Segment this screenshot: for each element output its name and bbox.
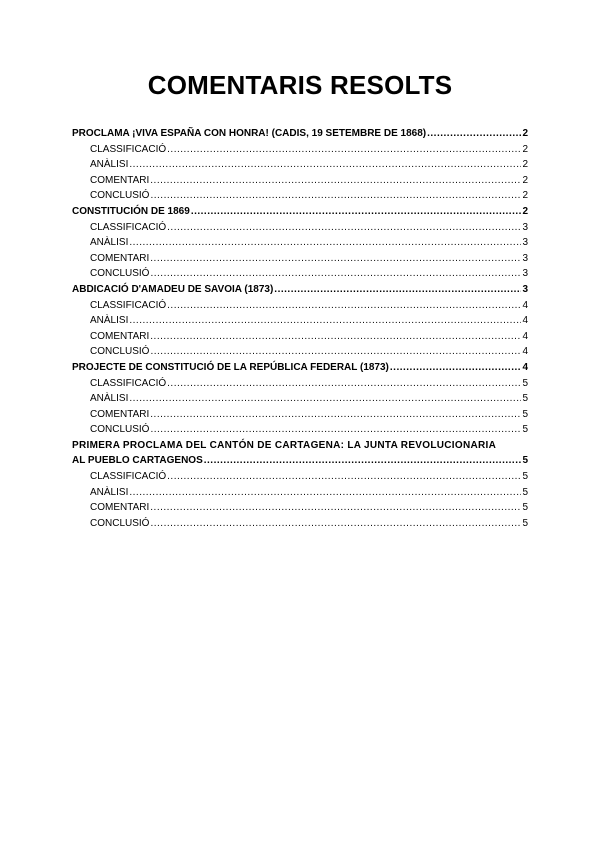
toc-section-label: ABDICACIÓ D'AMADEU DE SAVOIA (1873) xyxy=(72,283,274,295)
toc-subsection[interactable] xyxy=(72,422,528,438)
toc-page-number: 5 xyxy=(522,377,528,389)
toc-leader xyxy=(129,485,521,501)
toc-subsection[interactable] xyxy=(72,516,528,532)
toc-page-number: 3 xyxy=(522,268,528,280)
toc-leader xyxy=(167,142,521,158)
toc-subsection[interactable] xyxy=(72,344,528,360)
toc-subsection[interactable] xyxy=(72,298,528,314)
toc-leader xyxy=(167,376,521,392)
toc-subsection-label: COMENTARI xyxy=(90,502,150,514)
toc-section-2[interactable] xyxy=(72,204,528,220)
toc-leader xyxy=(150,344,521,360)
toc-leader xyxy=(129,391,521,407)
toc-subsection-label: CONCLUSIÓ xyxy=(90,517,150,529)
toc-subsection[interactable] xyxy=(72,266,528,282)
toc-page-number: 4 xyxy=(522,315,528,327)
toc-subsection[interactable] xyxy=(72,173,528,189)
toc-leader xyxy=(167,220,521,236)
toc-subsection[interactable] xyxy=(72,407,528,423)
toc-page-number: 2 xyxy=(522,174,528,186)
table-of-contents xyxy=(72,126,528,531)
toc-page-number: 4 xyxy=(522,330,528,342)
toc-subsection-label: CONCLUSIÓ xyxy=(90,190,150,202)
toc-subsection-label: CLASSIFICACIÓ xyxy=(90,221,167,233)
toc-section-5[interactable] xyxy=(72,438,528,469)
toc-subsection-label: COMENTARI xyxy=(90,330,150,342)
toc-subsection[interactable] xyxy=(72,142,528,158)
toc-section-label-line2-row xyxy=(72,453,528,469)
toc-subsection[interactable] xyxy=(72,157,528,173)
toc-page-number: 2 xyxy=(522,159,528,171)
toc-subsection[interactable] xyxy=(72,329,528,345)
toc-subsection-label: CONCLUSIÓ xyxy=(90,424,150,436)
toc-section-label: PROCLAMA ¡VIVA ESPAÑA CON HONRA! (CADIS, 19 SETEMBRE DE 1868) xyxy=(72,128,427,139)
toc-page-number: 5 xyxy=(522,408,528,420)
toc-leader xyxy=(150,422,521,438)
toc-page-number: 3 xyxy=(522,221,528,233)
toc-page-number: 4 xyxy=(522,361,528,373)
toc-leader xyxy=(274,282,521,298)
toc-page-number: 5 xyxy=(522,486,528,498)
toc-page-number: 3 xyxy=(522,283,528,295)
toc-leader xyxy=(150,329,521,345)
toc-subsection-label: ANÀLISI xyxy=(90,393,129,405)
toc-section-1[interactable] xyxy=(72,126,528,142)
toc-subsection-label: ANÀLISI xyxy=(90,315,129,327)
toc-subsection-label: ANÀLISI xyxy=(90,486,129,498)
page-title: COMENTARIS RESOLTS xyxy=(147,70,453,100)
toc-subsection[interactable] xyxy=(72,220,528,236)
toc-page-number: 2 xyxy=(522,205,528,217)
toc-leader xyxy=(150,251,521,267)
toc-leader xyxy=(129,235,521,251)
toc-leader xyxy=(167,298,521,314)
toc-leader xyxy=(167,469,521,485)
toc-page-number: 4 xyxy=(522,346,528,358)
toc-subsection-label: COMENTARI xyxy=(90,174,150,186)
toc-subsection[interactable] xyxy=(72,235,528,251)
toc-page-number: 5 xyxy=(522,471,528,483)
toc-page-number: 5 xyxy=(522,502,528,514)
toc-subsection-label: CLASSIFICACIÓ xyxy=(90,143,167,155)
toc-subsection-label: COMENTARI xyxy=(90,408,150,420)
toc-page-number: 2 xyxy=(522,190,528,202)
toc-leader xyxy=(150,173,521,189)
toc-subsection[interactable] xyxy=(72,313,528,329)
toc-subsection[interactable] xyxy=(72,485,528,501)
toc-leader xyxy=(191,204,522,220)
toc-page-number: 5 xyxy=(522,424,528,436)
toc-subsection-label: CONCLUSIÓ xyxy=(90,268,150,280)
toc-section-3[interactable] xyxy=(72,282,528,298)
toc-leader xyxy=(150,266,521,282)
toc-subsection-label: CLASSIFICACIÓ xyxy=(90,377,167,389)
toc-subsection[interactable] xyxy=(72,251,528,267)
toc-leader xyxy=(204,453,522,469)
toc-page-number: 2 xyxy=(522,128,528,139)
toc-page-number: 3 xyxy=(522,237,528,249)
toc-subsection[interactable] xyxy=(72,188,528,204)
toc-leader xyxy=(150,188,521,204)
toc-section-label-line1: PRIMERA PROCLAMA DEL CANTÓN DE CARTAGENA: LA JUNTA REVOLUCIONARIA xyxy=(72,439,497,451)
toc-subsection[interactable] xyxy=(72,500,528,516)
toc-subsection-label: CONCLUSIÓ xyxy=(90,346,150,358)
toc-leader xyxy=(427,126,521,142)
toc-subsection-label: ANÀLISI xyxy=(90,237,129,249)
toc-section-label-line2: AL PUEBLO CARTAGENOS xyxy=(72,455,203,467)
toc-section-label: CONSTITUCIÓN DE 1869 xyxy=(72,205,190,217)
toc-subsection-label: CLASSIFICACIÓ xyxy=(90,471,167,483)
toc-section-label: PROJECTE DE CONSTITUCIÓ DE LA REPÚBLICA FEDERAL (1873) xyxy=(72,361,389,373)
toc-leader xyxy=(129,313,521,329)
toc-subsection[interactable] xyxy=(72,391,528,407)
toc-page-number: 5 xyxy=(522,393,528,405)
toc-page-number: 3 xyxy=(522,252,528,264)
toc-subsection-label: COMENTARI xyxy=(90,252,150,264)
toc-subsection-label: CLASSIFICACIÓ xyxy=(90,299,167,311)
toc-leader xyxy=(129,157,521,173)
toc-subsection-label: ANÀLISI xyxy=(90,159,129,171)
toc-leader xyxy=(150,516,521,532)
toc-section-4[interactable] xyxy=(72,360,528,376)
toc-subsection[interactable] xyxy=(72,376,528,392)
toc-page-number: 4 xyxy=(522,299,528,311)
toc-subsection[interactable] xyxy=(72,469,528,485)
toc-page-number: 2 xyxy=(522,143,528,155)
toc-page-number: 5 xyxy=(522,455,528,467)
toc-page-number: 5 xyxy=(522,517,528,529)
toc-leader xyxy=(150,500,521,516)
toc-leader xyxy=(150,407,521,423)
toc-leader xyxy=(390,360,522,376)
